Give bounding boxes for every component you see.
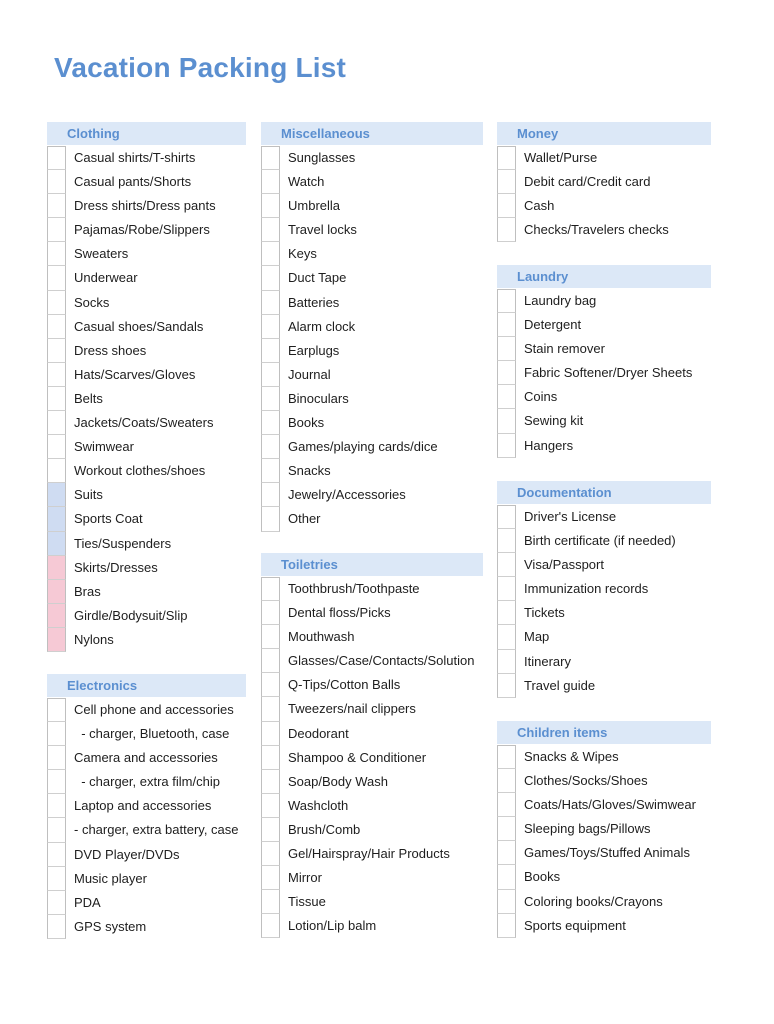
checklist-item (497, 505, 711, 529)
checkbox[interactable] (497, 625, 516, 649)
checklist-item-label: Toothbrush/Toothpaste (288, 581, 420, 596)
checklist-item (261, 218, 483, 242)
checklist-item-label: Sewing kit (524, 413, 584, 429)
checklist-item-label: Duct Tape (288, 270, 347, 286)
checklist-item (261, 818, 483, 842)
checkbox[interactable] (261, 218, 280, 242)
checklist-item-label: Immunization records (524, 581, 649, 597)
checklist-item (497, 337, 711, 361)
checkbox[interactable] (47, 770, 66, 794)
checkbox[interactable] (497, 218, 516, 242)
checklist-item-label: Coats/Hats/Gloves/Swimwear (524, 797, 696, 813)
checklist-item (497, 289, 711, 313)
checklist-item (261, 146, 483, 170)
checklist-item (47, 794, 246, 818)
checklist-item-label: Sleeping bags/Pillows (524, 821, 651, 837)
checklist-item (497, 577, 711, 601)
checklist-item-label: Sweaters (74, 246, 129, 262)
checklist-item-label: Visa/Passport (524, 557, 604, 573)
checklist-item-label: GPS system (74, 918, 147, 934)
checkbox[interactable] (497, 745, 516, 769)
checkbox[interactable] (497, 865, 516, 889)
checklist-item (261, 722, 483, 746)
checklist-item (261, 266, 483, 290)
checklist-item-label: Umbrella (288, 198, 341, 214)
checklist-item-label: Cash (524, 198, 555, 214)
checkbox[interactable] (47, 556, 66, 580)
checklist-item-label: Earplugs (288, 342, 340, 358)
checklist-item-label: Socks (74, 294, 110, 310)
checklist-item-label: Travel locks (288, 222, 357, 238)
checklist-item-label: Ties/Suspenders (74, 535, 172, 551)
checklist-item-label: Games/playing cards/dice (288, 439, 438, 455)
section-laundry (497, 265, 711, 458)
checklist-item-label: Itinerary (524, 653, 571, 669)
checklist-item (261, 194, 483, 218)
checklist-item-label: Driver's License (524, 509, 617, 524)
section-clothing (47, 122, 246, 652)
checkbox[interactable] (497, 553, 516, 577)
checklist-item-label: Jewelry/Accessories (288, 487, 406, 503)
checklist-item-label: - charger, extra film/chip (74, 774, 220, 790)
checklist-item (261, 170, 483, 194)
checklist-item (261, 483, 483, 507)
checklist-item (47, 556, 246, 580)
checklist-item-label: Sports Coat (74, 511, 143, 527)
checklist-item-label: Checks/Travelers checks (524, 222, 669, 238)
checkbox[interactable] (47, 363, 66, 387)
checkbox[interactable] (261, 697, 280, 721)
checkbox[interactable] (261, 483, 280, 507)
checklist-item (47, 363, 246, 387)
checkbox[interactable] (497, 769, 516, 793)
checkbox[interactable] (47, 218, 66, 242)
checkbox[interactable] (261, 459, 280, 483)
checkbox[interactable] (261, 842, 280, 866)
checklist-item (497, 218, 711, 242)
checklist-item (261, 363, 483, 387)
checklist-item (47, 698, 246, 722)
checkbox[interactable] (47, 194, 66, 218)
section-miscellaneous (261, 122, 483, 532)
checklist-item (261, 435, 483, 459)
checklist-item (261, 649, 483, 673)
checklist-item (497, 650, 711, 674)
checkbox[interactable] (47, 604, 66, 628)
checkbox[interactable] (497, 289, 516, 313)
section-electronics (47, 674, 246, 939)
checkbox[interactable] (261, 746, 280, 770)
checkbox[interactable] (47, 891, 66, 915)
checklist-item-label: - charger, extra battery, case (74, 822, 239, 838)
checklist-item-label: Shampoo & Conditioner (288, 749, 427, 765)
checklist-item-label: Laptop and accessories (74, 798, 212, 814)
checkbox[interactable] (261, 411, 280, 435)
checklist-laundry (497, 289, 711, 458)
section-header-toiletries: Toiletries (261, 553, 483, 576)
checkbox[interactable] (261, 794, 280, 818)
checkbox[interactable] (261, 266, 280, 290)
checklist-item-label: Batteries (288, 294, 340, 310)
checklist-item (497, 170, 711, 194)
checklist-item (261, 577, 483, 601)
checkbox[interactable] (261, 435, 280, 459)
checklist-item (261, 746, 483, 770)
checklist-item-label: Deodorant (288, 725, 349, 741)
checkbox[interactable] (47, 387, 66, 411)
checkbox[interactable] (497, 146, 516, 170)
checklist-item-label: Keys (288, 246, 317, 262)
checklist-item-label: Camera and accessories (74, 750, 218, 766)
checklist-item-label: Other (288, 511, 321, 527)
checklist-item (261, 387, 483, 411)
checkbox[interactable] (261, 625, 280, 649)
checklist-item (261, 291, 483, 315)
checklist-item (47, 170, 246, 194)
checkbox[interactable] (497, 313, 516, 337)
checklist-item-label: Coins (524, 389, 558, 405)
checkbox[interactable] (497, 337, 516, 361)
checklist-item-label: Watch (288, 174, 325, 190)
checkbox[interactable] (497, 793, 516, 817)
checkbox[interactable] (497, 385, 516, 409)
checklist-item (47, 746, 246, 770)
checklist-item-label: Journal (288, 366, 331, 382)
checklist-item (261, 601, 483, 625)
checkbox[interactable] (47, 532, 66, 556)
checkbox[interactable] (497, 505, 516, 529)
checkbox[interactable] (261, 601, 280, 625)
checklist-item-label: Girdle/Bodysuit/Slip (74, 607, 188, 623)
section-children-items (497, 721, 711, 938)
checklist-item-label: Tweezers/nail clippers (288, 701, 416, 717)
checkbox[interactable] (497, 914, 516, 938)
checklist-item (497, 434, 711, 458)
checkbox[interactable] (47, 698, 66, 722)
checkbox[interactable] (261, 722, 280, 746)
checklist-item (47, 507, 246, 531)
checkbox[interactable] (497, 361, 516, 385)
checklist-item-label: Jackets/Coats/Sweaters (74, 415, 214, 431)
checklist-item-label: Games/Toys/Stuffed Animals (524, 845, 690, 861)
checklist-item (497, 313, 711, 337)
checkbox[interactable] (497, 409, 516, 433)
checklist-item (47, 242, 246, 266)
checklist-item-label: Dress shoes (74, 342, 147, 358)
page-title: Vacation Packing List (54, 52, 347, 83)
checkbox[interactable] (261, 866, 280, 890)
section-header-clothing: Clothing (47, 122, 246, 145)
checklist-item (47, 459, 246, 483)
checkbox[interactable] (261, 818, 280, 842)
checklist-item (261, 315, 483, 339)
checklist-item (497, 890, 711, 914)
checklist-item (261, 459, 483, 483)
checklist-item (497, 361, 711, 385)
checklist-item-label: Snacks (288, 463, 331, 479)
checklist-item (47, 266, 246, 290)
checklist-item (47, 194, 246, 218)
checklist-item-label: Sunglasses (288, 150, 356, 165)
checkbox[interactable] (47, 915, 66, 939)
checkbox[interactable] (261, 363, 280, 387)
checklist-item-label: Dental floss/Picks (288, 605, 391, 621)
checkbox[interactable] (497, 817, 516, 841)
checklist-item-label: Pajamas/Robe/Slippers (74, 222, 210, 238)
checklist-item-label: Dress shirts/Dress pants (74, 198, 216, 214)
checklist-money (497, 146, 711, 242)
checklist-item-label: Casual pants/Shorts (74, 174, 192, 190)
checkbox[interactable] (47, 315, 66, 339)
checklist-item-label: Q-Tips/Cotton Balls (288, 677, 401, 693)
checklist-item-label: Alarm clock (288, 318, 356, 334)
checklist-item (497, 385, 711, 409)
checklist-item (497, 409, 711, 433)
checklist-item-label: Belts (74, 390, 103, 406)
checklist-item (261, 914, 483, 938)
checklist-item (47, 818, 246, 842)
checklist-item-label: Gel/Hairspray/Hair Products (288, 846, 450, 862)
checklist-miscellaneous (261, 146, 483, 532)
checklist-item-label: Binoculars (288, 390, 349, 406)
checklist-item-label: Swimwear (74, 439, 134, 455)
checklist-item (261, 411, 483, 435)
checklist-item-label: Books (288, 415, 325, 431)
checklist-item (261, 770, 483, 794)
checklist-item-label: Books (524, 869, 561, 885)
checklist-item-label: Washcloth (288, 797, 349, 813)
checkbox[interactable] (261, 194, 280, 218)
checklist-item-label: Casual shoes/Sandals (74, 318, 204, 334)
checklist-item-label: Tickets (524, 605, 565, 621)
checklist-item-label: Stain remover (524, 341, 605, 357)
checklist-item (497, 529, 711, 553)
checklist-children-items (497, 745, 711, 938)
checklist-item-label: Map (524, 629, 550, 645)
checklist-item (47, 387, 246, 411)
checklist-item (47, 146, 246, 170)
checklist-item (47, 580, 246, 604)
checklist-item-label: Brush/Comb (288, 821, 361, 837)
checklist-item-label: Underwear (74, 270, 138, 286)
section-toiletries (261, 553, 483, 938)
checklist-item-label: Wallet/Purse (524, 150, 598, 165)
checklist-item-label: Glasses/Case/Contacts/Solution (288, 653, 475, 669)
checklist-item (497, 674, 711, 698)
checkbox[interactable] (261, 339, 280, 363)
checkbox[interactable] (261, 146, 280, 170)
checklist-item (497, 194, 711, 218)
checklist-item (261, 890, 483, 914)
checklist-item (47, 867, 246, 891)
checklist-item-label: Soap/Body Wash (288, 773, 388, 789)
section-header-money: Money (497, 122, 711, 145)
checklist-item (47, 915, 246, 939)
checkbox[interactable] (261, 649, 280, 673)
checkbox[interactable] (47, 242, 66, 266)
checklist-toiletries (261, 577, 483, 938)
checklist-documentation (497, 505, 711, 698)
checkbox[interactable] (47, 266, 66, 290)
checkbox[interactable] (47, 867, 66, 891)
checklist-item (497, 914, 711, 938)
checklist-item (47, 435, 246, 459)
checkbox[interactable] (497, 841, 516, 865)
checkbox[interactable] (47, 722, 66, 746)
checkbox[interactable] (47, 435, 66, 459)
checklist-item (261, 242, 483, 266)
checkbox[interactable] (261, 291, 280, 315)
checkbox[interactable] (261, 170, 280, 194)
checkbox[interactable] (261, 890, 280, 914)
checklist-item (47, 339, 246, 363)
checkbox[interactable] (497, 170, 516, 194)
checklist-item (47, 218, 246, 242)
checklist-item-label: Nylons (74, 631, 114, 647)
checkbox[interactable] (261, 770, 280, 794)
checklist-item-label: Workout clothes/shoes (74, 463, 206, 479)
checklist-item-label: Sports equipment (524, 917, 626, 933)
checklist-item (497, 553, 711, 577)
checkbox[interactable] (47, 628, 66, 652)
checklist-item (47, 628, 246, 652)
checklist-item (47, 411, 246, 435)
checklist-item (497, 793, 711, 817)
checklist-item-label: Lotion/Lip balm (288, 918, 377, 934)
checklist-item (47, 532, 246, 556)
checkbox[interactable] (47, 459, 66, 483)
checklist-item (261, 697, 483, 721)
checkbox[interactable] (47, 146, 66, 170)
checklist-item-label: Travel guide (524, 677, 596, 693)
checkbox[interactable] (47, 794, 66, 818)
checklist-item (261, 507, 483, 531)
checklist-item (47, 722, 246, 746)
checklist-item (47, 843, 246, 867)
checklist-item (47, 604, 246, 628)
checklist-item (261, 794, 483, 818)
checklist-item-label: Debit card/Credit card (524, 174, 651, 190)
checklist-item-label: Hangers (524, 437, 574, 453)
checklist-item-label: Bras (74, 583, 101, 599)
checklist-item-label: Tissue (288, 894, 326, 910)
checkbox[interactable] (47, 507, 66, 531)
checklist-item (47, 770, 246, 794)
section-header-documentation: Documentation (497, 481, 711, 504)
checkbox[interactable] (497, 890, 516, 914)
checklist-item-label: DVD Player/DVDs (74, 846, 180, 862)
checklist-item-label: Skirts/Dresses (74, 559, 158, 575)
checkbox[interactable] (497, 194, 516, 218)
checklist-item (47, 483, 246, 507)
section-header-electronics: Electronics (47, 674, 246, 697)
checkbox[interactable] (47, 411, 66, 435)
checkbox[interactable] (497, 674, 516, 698)
checkbox[interactable] (261, 507, 280, 531)
checklist-item-label: Cell phone and accessories (74, 702, 234, 717)
checklist-item-label: Detergent (524, 317, 582, 333)
checkbox[interactable] (497, 434, 516, 458)
checkbox[interactable] (261, 577, 280, 601)
checklist-item (497, 769, 711, 793)
checkbox[interactable] (261, 914, 280, 938)
checkbox[interactable] (261, 315, 280, 339)
checkbox[interactable] (261, 387, 280, 411)
checklist-item-label: Birth certificate (if needed) (524, 533, 676, 549)
checklist-item-label: Casual shirts/T-shirts (74, 150, 196, 165)
checklist-item (497, 817, 711, 841)
checklist-item (261, 842, 483, 866)
checkbox[interactable] (497, 577, 516, 601)
checkbox[interactable] (47, 843, 66, 867)
checklist-item (497, 625, 711, 649)
checklist-item-label: Hats/Scarves/Gloves (74, 366, 196, 382)
checklist-item-label: PDA (74, 894, 101, 910)
checklist-item (47, 291, 246, 315)
checklist-item (497, 601, 711, 625)
section-header-laundry: Laundry (497, 265, 711, 288)
checkbox[interactable] (261, 673, 280, 697)
checkbox[interactable] (497, 650, 516, 674)
checklist-item-label: Coloring books/Crayons (524, 893, 663, 909)
checklist-item (497, 745, 711, 769)
checklist-item-label: Suits (74, 487, 103, 503)
checklist-item-label: Clothes/Socks/Shoes (524, 773, 648, 789)
checklist-item-label: Mouthwash (288, 629, 355, 645)
checklist-item (497, 865, 711, 889)
section-money (497, 122, 711, 242)
section-documentation (497, 481, 711, 698)
checklist-item-label: Mirror (288, 870, 322, 886)
section-header-miscellaneous: Miscellaneous (261, 122, 483, 145)
checklist-item-label: Music player (74, 870, 147, 886)
checkbox[interactable] (47, 291, 66, 315)
checkbox[interactable] (47, 580, 66, 604)
checkbox[interactable] (47, 746, 66, 770)
checkbox[interactable] (47, 339, 66, 363)
checklist-item-label: Laundry bag (524, 293, 597, 308)
checkbox[interactable] (47, 483, 66, 507)
checklist-item (261, 339, 483, 363)
checklist-item (47, 891, 246, 915)
checklist-clothing (47, 146, 246, 652)
checkbox[interactable] (261, 242, 280, 266)
checklist-item (261, 625, 483, 649)
checkbox[interactable] (497, 529, 516, 553)
checkbox[interactable] (47, 818, 66, 842)
checklist-item (261, 866, 483, 890)
checkbox[interactable] (497, 601, 516, 625)
checklist-item (497, 146, 711, 170)
checklist-item (497, 841, 711, 865)
checklist-item-label: Snacks & Wipes (524, 749, 619, 764)
checklist-item-label: - charger, Bluetooth, case (74, 726, 230, 742)
checklist-item (261, 673, 483, 697)
checklist-item (47, 315, 246, 339)
checklist-electronics (47, 698, 246, 939)
section-header-children-items: Children items (497, 721, 711, 744)
checklist-item-label: Fabric Softener/Dryer Sheets (524, 365, 693, 381)
checkbox[interactable] (47, 170, 66, 194)
